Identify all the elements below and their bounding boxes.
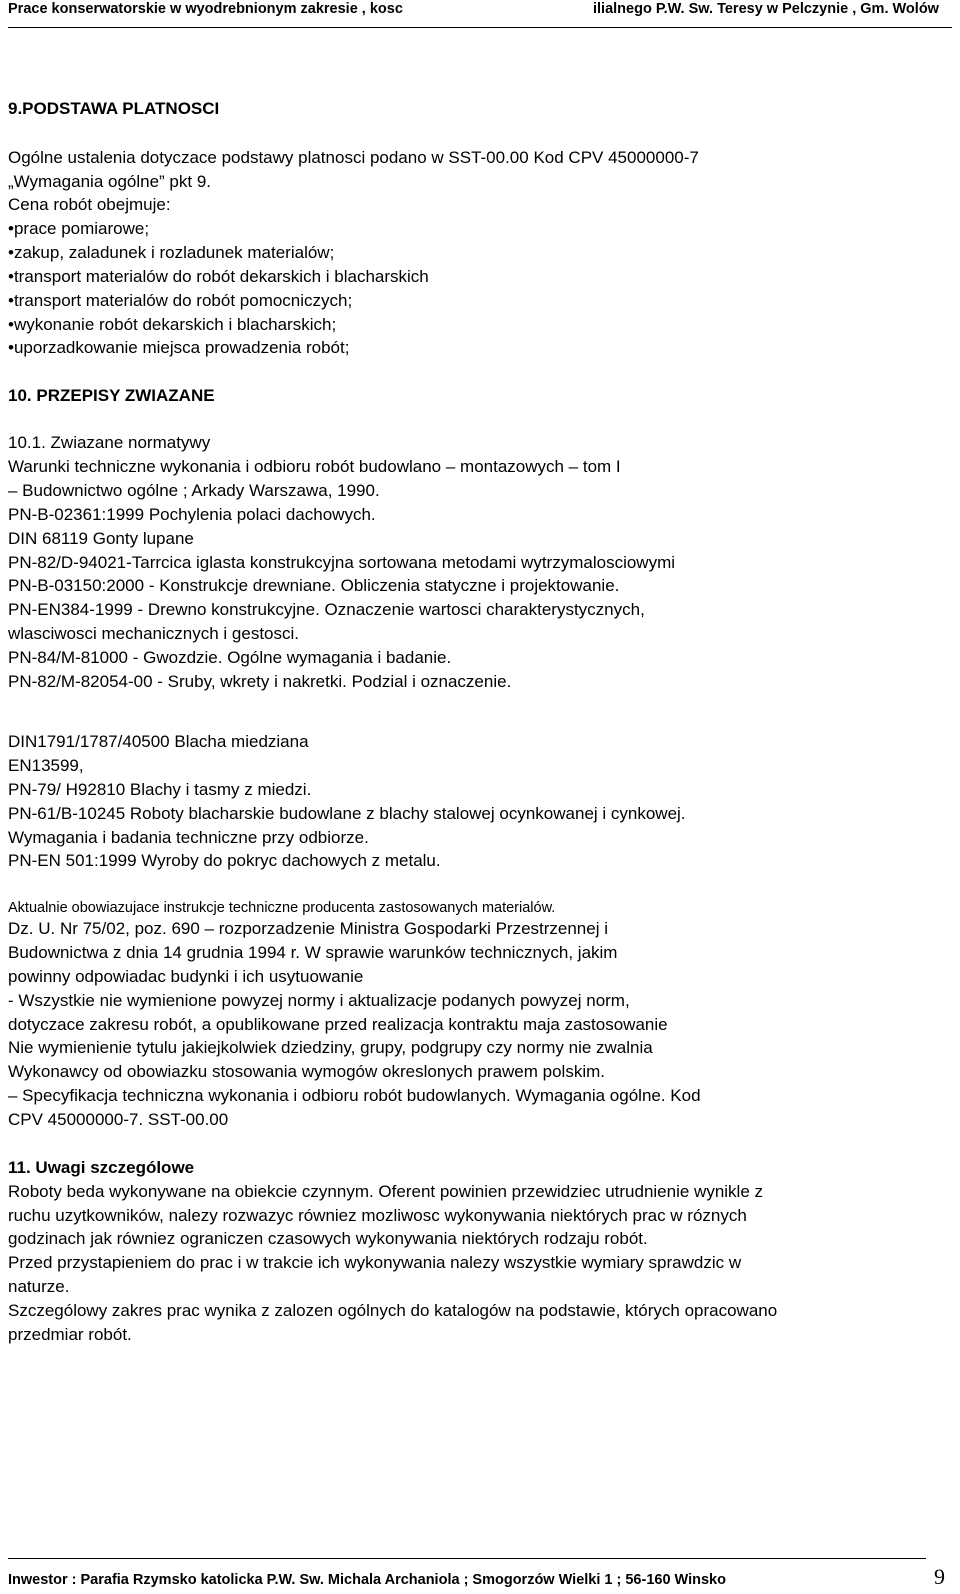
section-heading-payment: 9.PODSTAWA PLATNOSCI <box>8 99 220 118</box>
text-line: Cena robót obejmuje: <box>8 195 171 214</box>
text-line: Nie wymienienie tytulu jakiejkolwiek dziedziny, grupy, podgrupy czy normy nie zwalnia <box>8 1038 653 1057</box>
text-line: DIN1791/1787/40500 Blacha miedziana <box>8 732 309 751</box>
text-line: PN-B-03150:2000 - Konstrukcje drewniane. Obliczenia statyczne i projektowanie. <box>8 576 620 595</box>
text-line: naturze. <box>8 1277 70 1296</box>
text-line: „Wymagania ogólne” pkt 9. <box>8 172 212 191</box>
list-item: •transport materialów do robót pomocniczych; <box>8 291 353 310</box>
text-line: PN-84/M-81000 - Gwozdzie. Ogólne wymagania i badanie. <box>8 648 452 667</box>
subsection-heading: 10.1. Zwiazane normatywy <box>8 433 211 452</box>
page-footer <box>8 1558 926 1594</box>
text-line: Szczególowy zakres prac wynika z zalozen ogólnych do katalogów na podstawie, których opracowano <box>8 1301 778 1320</box>
text-line-small: Aktualnie obowiazujace instrukcje techniczne producenta zastosowanych materialów. <box>8 900 556 916</box>
text-line: przedmiar robót. <box>8 1325 132 1344</box>
header-text-right: ilialnego P.W. Sw. Teresy w Pelczynie , Gm. Wolów <box>593 1 939 17</box>
footer-investor-text: Inwestor : Parafia Rzymsko katolicka P.W. Sw. Michala Archaniola ; Smogorzów Wielki 1 ; 56-160 Winsko <box>8 1572 726 1588</box>
list-item: •zakup, zaladunek i rozladunek materialów; <box>8 243 335 262</box>
text-line: – Specyfikacja techniczna wykonania i odbioru robót budowlanych. Wymagania ogólne. Kod <box>8 1086 701 1105</box>
text-line: Roboty beda wykonywane na obiekcie czynnym. Oferent powinien przewidziec utrudnienie wynikle z <box>8 1182 764 1201</box>
text-line: PN-82/D-94021-Tarrcica iglasta konstrukcyjna sortowana metodami wytrzymalosciowymi <box>8 553 676 572</box>
text-line: Przed przystapieniem do prac i w trakcie ich wykonywania nalezy wszystkie wymiary sprawdzic w <box>8 1253 742 1272</box>
list-item: •wykonanie robót dekarskich i blacharskich; <box>8 315 337 334</box>
text-line: Wymagania i badania techniczne przy odbiorze. <box>8 828 369 847</box>
section-heading-regulations: 10. PRZEPISY ZWIAZANE <box>8 386 215 405</box>
text-line: godzinach jak równiez ograniczen czasowych wykonywania niektórych rodzaju robót. <box>8 1229 648 1248</box>
text-line: PN-B-02361:1999 Pochylenia polaci dachowych. <box>8 505 376 524</box>
page-number: 9 <box>934 1564 945 1589</box>
list-item: •prace pomiarowe; <box>8 219 150 238</box>
text-line: wlasciwosci mechanicznych i gestosci. <box>8 624 299 643</box>
text-line: PN-79/ H92810 Blachy i tasmy z miedzi. <box>8 780 312 799</box>
text-line: EN13599, <box>8 756 84 775</box>
text-line: Warunki techniczne wykonania i odbioru robót budowlano – montazowych – tom I <box>8 457 621 476</box>
text-line: PN-61/B-10245 Roboty blacharskie budowlane z blachy stalowej ocynkowanej i cynkowej. <box>8 804 686 823</box>
text-line: CPV 45000000-7. SST-00.00 <box>8 1110 229 1129</box>
text-line: Ogólne ustalenia dotyczace podstawy platnosci podano w SST-00.00 Kod CPV 45000000-7 <box>8 148 699 167</box>
section-heading-remarks: 11. Uwagi szczególowe <box>8 1158 195 1177</box>
text-line: ruchu uzytkowników, nalezy rozwazyc równiez mozliwosc wykonywania niektórych prac w róznych <box>8 1206 747 1225</box>
text-line: powinny odpowiadac budynki i ich usytuowanie <box>8 967 364 986</box>
list-item: •transport materialów do robót dekarskich i blacharskich <box>8 267 429 286</box>
text-line: dotyczace zakresu robót, a opublikowane przed realizacja kontraktu maja zastosowanie <box>8 1015 668 1034</box>
text-line: Budownictwa z dnia 14 grudnia 1994 r. W sprawie warunków technicznych, jakim <box>8 943 618 962</box>
text-line: – Budownictwo ogólne ; Arkady Warszawa, 1990. <box>8 481 380 500</box>
header-text-left: Prace konserwatorskie w wyodrebnionym zakresie , kosc <box>8 1 403 17</box>
text-line: - Wszystkie nie wymienione powyzej normy i aktualizacje podanych powyzej norm, <box>8 991 630 1010</box>
text-line: DIN 68119 Gonty lupane <box>8 529 194 548</box>
text-line: PN-EN 501:1999 Wyroby do pokryc dachowych z metalu. <box>8 851 441 870</box>
list-item: •uporzadkowanie miejsca prowadzenia robót; <box>8 338 350 357</box>
page-header <box>8 0 952 28</box>
text-line: PN-EN384-1999 - Drewno konstrukcyjne. Oznaczenie wartosci charakterystycznych, <box>8 600 645 619</box>
text-line: Wykonawcy od obowiazku stosowania wymogów okreslonych prawem polskim. <box>8 1062 605 1081</box>
text-line: PN-82/M-82054-00 - Sruby, wkrety i nakretki. Podzial i oznaczenie. <box>8 672 512 691</box>
text-line: Dz. U. Nr 75/02, poz. 690 – rozporzadzenie Ministra Gospodarki Przestrzennej i <box>8 919 608 938</box>
